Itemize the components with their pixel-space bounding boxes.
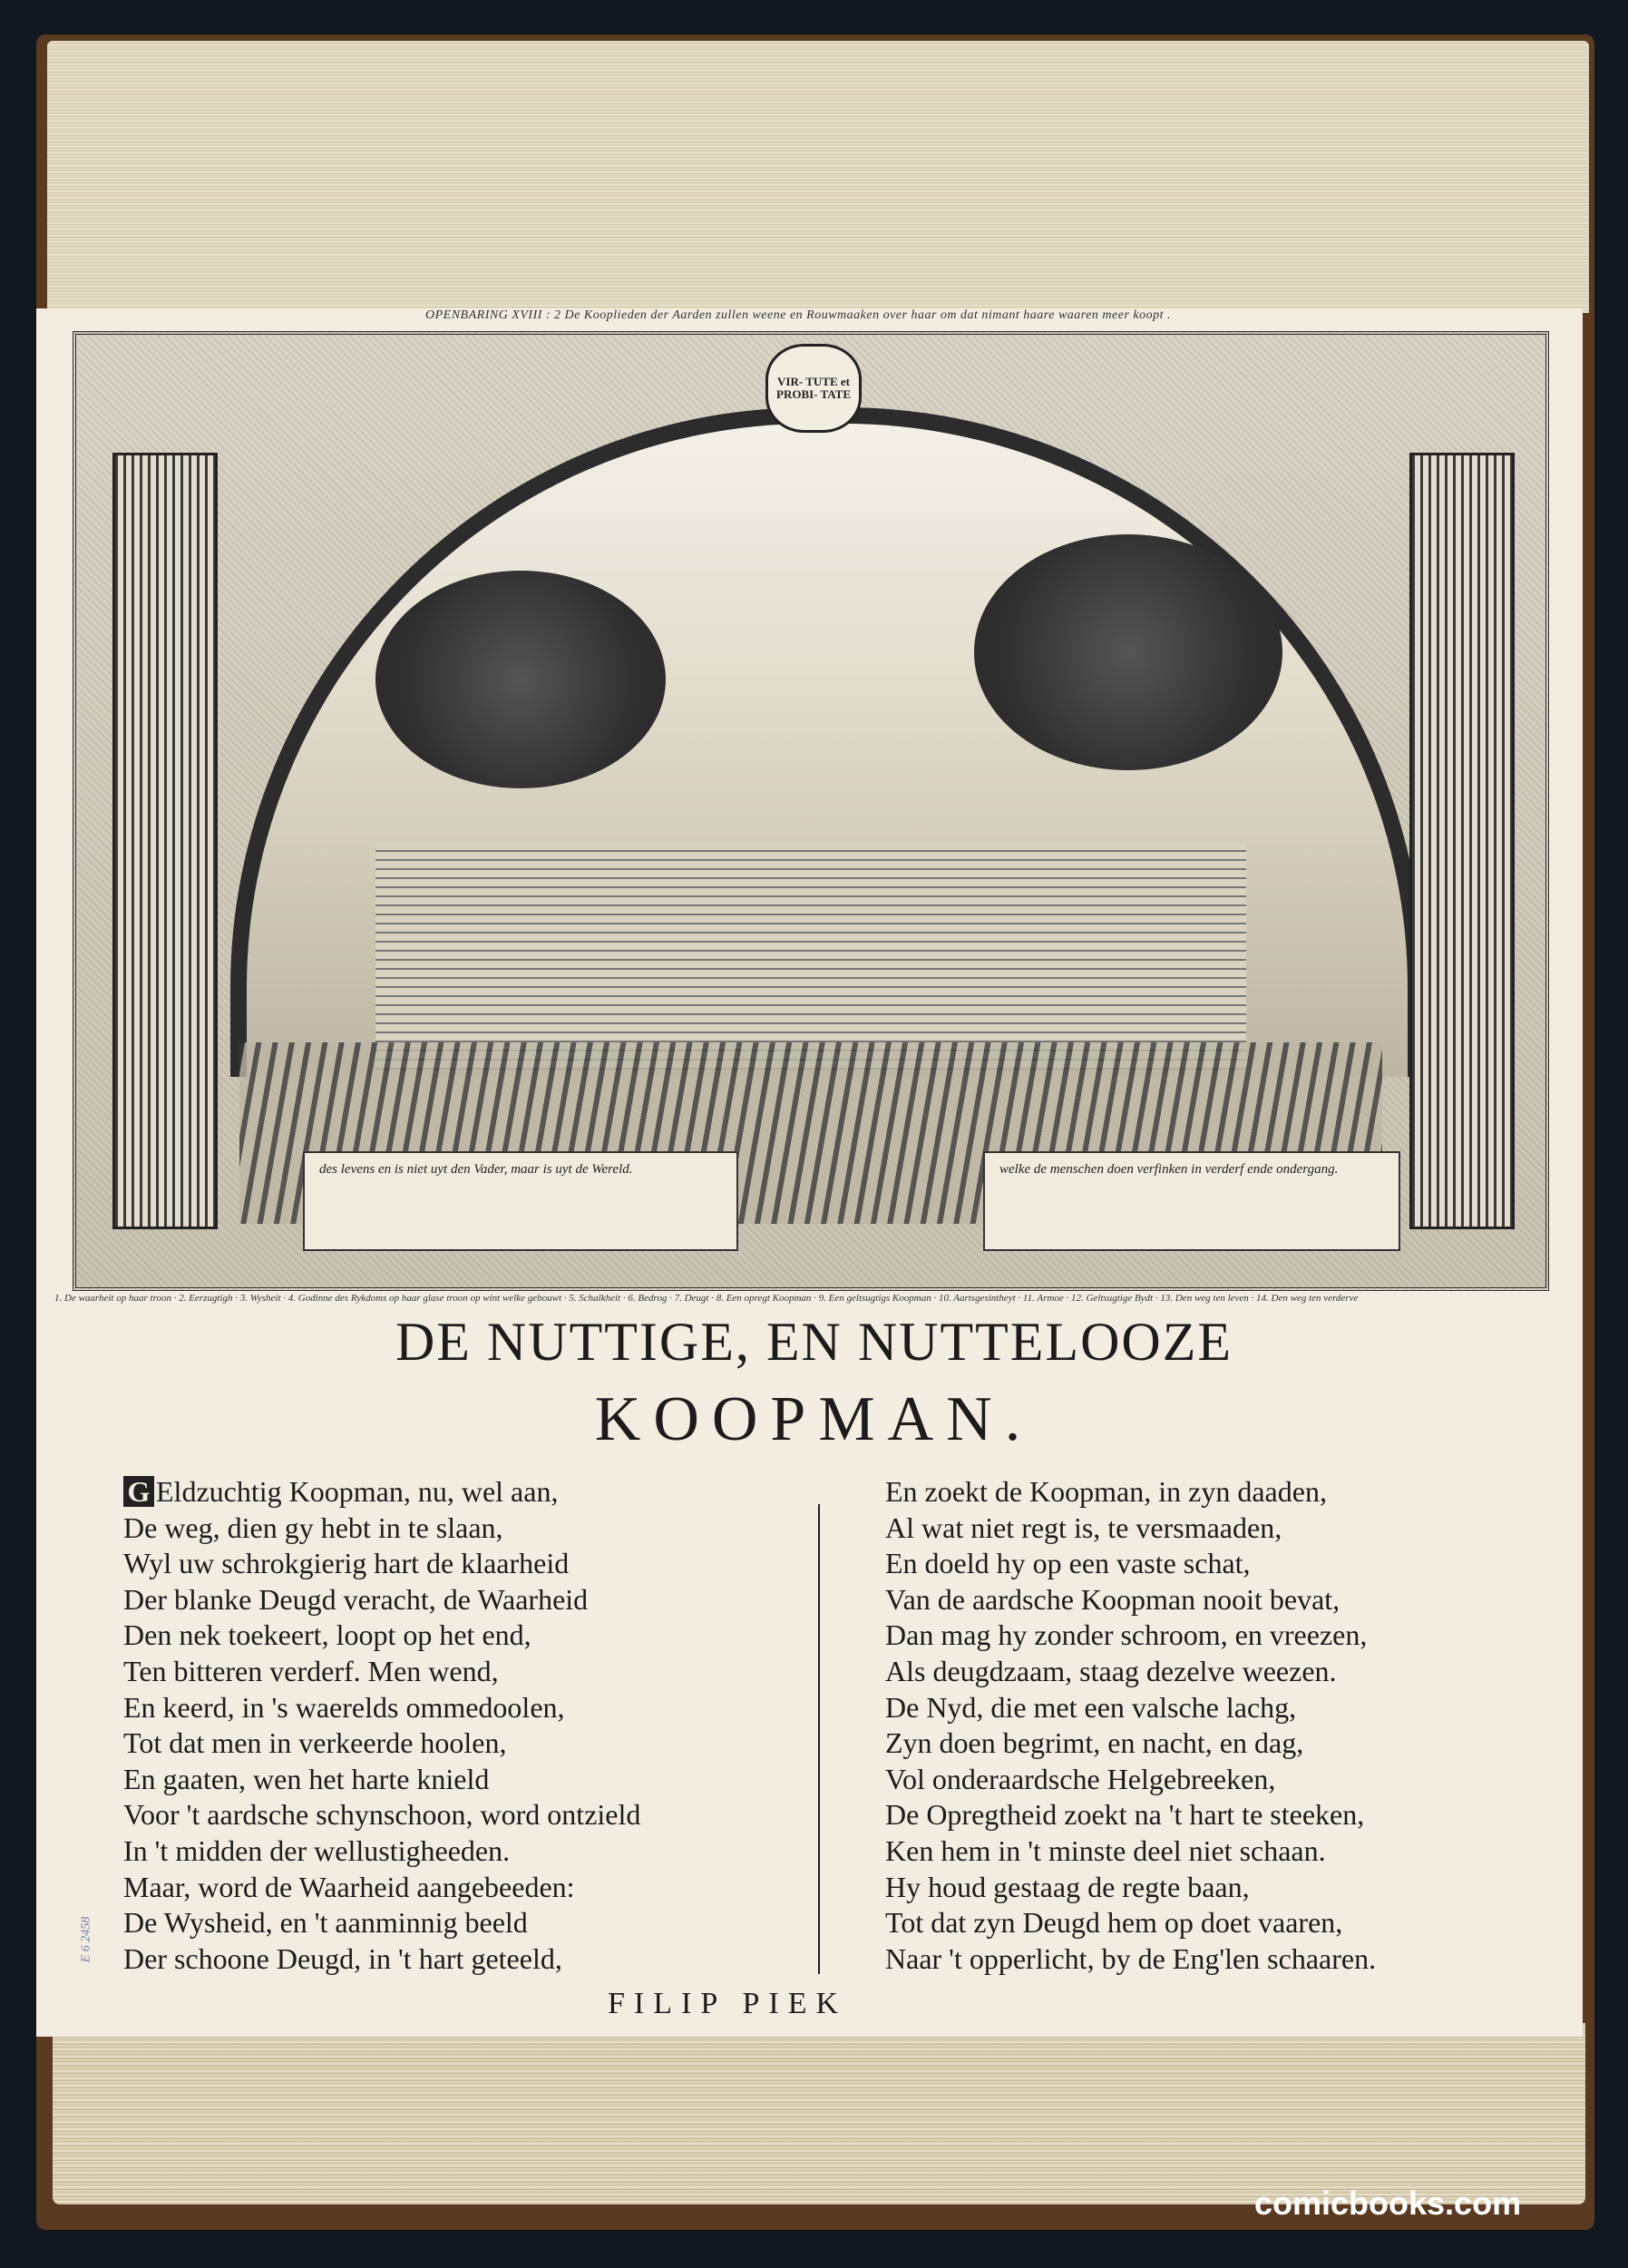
poem-line: Als deugdzaam, staag dezelve weezen. [885,1654,1337,1687]
cartouche: VIR- TUTE et PROBI- TATE [765,344,862,433]
poem-line: Hy houd gestaag de regte baan, [885,1870,1250,1903]
header-caption: OPENBARING XVIII : 2 De Kooplieden der Aarden zullen weene en Rouwmaaken over haar om dat nimant haare waaren meer koopt . [424,308,1172,322]
poem-line: Tot dat zyn Deugd hem op doet vaaren, [885,1906,1343,1940]
page-stack-top [47,41,1589,313]
poem-line: In 't midden der wellustigheeden. [123,1833,511,1867]
column-left [112,453,218,1229]
poem-line: Vol onderaardsche Helgebreeken, [885,1762,1276,1795]
poem-line: Al wat niet regt is, te versmaaden, [885,1510,1282,1544]
poem-line: De weg, dien gy hebt in te slaan, [123,1510,503,1544]
garden-maze [375,843,1246,1070]
banner-right: welke de menschen doen verfinken in verderf ende ondergang. [983,1151,1400,1251]
banner-left: des levens en is niet uyt den Vader, maar is uyt de Wereld. [303,1151,738,1251]
poem-line: En zoekt de Koopman, in zyn daaden, [885,1475,1327,1508]
poem-line: Ken hem in 't minste deel niet schaan. [885,1833,1326,1867]
tree-left [375,571,666,788]
poem-line: Dan mag hy zonder schroom, en vreezen, [885,1618,1368,1652]
poem-line: En gaaten, wen het harte knield [123,1762,490,1795]
decorated-initial: G [123,1476,154,1507]
title-line-2: KOOPMAN. [594,1384,1034,1454]
poem-line: Wyl uw schrokgierig hart de klaarheid [123,1547,570,1580]
tree-right [974,534,1282,770]
poem-line: En doeld hy op een vaste schat, [885,1547,1251,1580]
poem-line: Voor 't aardsche schynschoon, word ontzield [123,1798,641,1832]
site-watermark: comicbooks.com [1254,2185,1522,2222]
poem-first-line-rest: Eldzuchtig Koopman, nu, wel aan, [156,1475,559,1508]
page-stack-bottom [53,2023,1585,2204]
engraving-plate [73,331,1549,1291]
poem-line: De Nyd, die met een valsche lachg, [885,1690,1297,1724]
title-line-1: DE NUTTIGE, EN NUTTELOOZE [395,1312,1233,1372]
poem-line: Naar 't opperlicht, by de Eng'len schaaren. [885,1941,1377,1975]
poem-line: Der blanke Deugd veracht, de Waarheid [123,1582,589,1616]
column-divider [818,1504,820,1974]
poem-line: Der schoone Deugd, in 't hart geteeld, [123,1941,562,1975]
poem-left-column [123,1474,795,1977]
catalog-mark: E 6 2458 [79,1916,93,1963]
poem-line: Zyn doen begrimt, en nacht, en dag, [885,1726,1304,1760]
poem-line: Maar, word de Waarheid aangebeeden: [123,1870,575,1903]
poem-right-column [885,1474,1538,1977]
poem-line: Den nek toekeert, loopt op het end, [123,1618,531,1652]
poem-line: De Opregtheid zoekt na 't hart te steeken, [885,1798,1365,1832]
poem-line [123,1474,795,1510]
poem-line: En keerd, in 's waerelds ommedoolen, [123,1690,565,1724]
poem-line: Tot dat men in verkeerde hoolen, [123,1726,507,1760]
poem-line: Ten bitteren verderf. Men wend, [123,1654,499,1687]
poem-line: De Wysheid, en 't aanminnig beeld [123,1906,528,1940]
author-name: FILIP PIEK [608,1987,848,2020]
column-right [1409,453,1515,1229]
poem-line: Van de aardsche Koopman nooit bevat, [885,1582,1340,1616]
engraving-legend: 1. De waarheit op haar troon · 2. Eerzugtigh · 3. Wysheit · 4. Godinne des Rykdoms op haar glase troon op wint welke gebouwt · 5. Schalkheit · 6. Bedrog · 7. Deugt · 8. Een opregt Koopman · 9. Een geltsugtigs Koopman · 10. Aartsgesintheyt · 11. Armoe · 12. Geltsugtige Bydt · 13. Den weg ten leven · 14. Den weg ten verderve [54,1293,1359,1304]
